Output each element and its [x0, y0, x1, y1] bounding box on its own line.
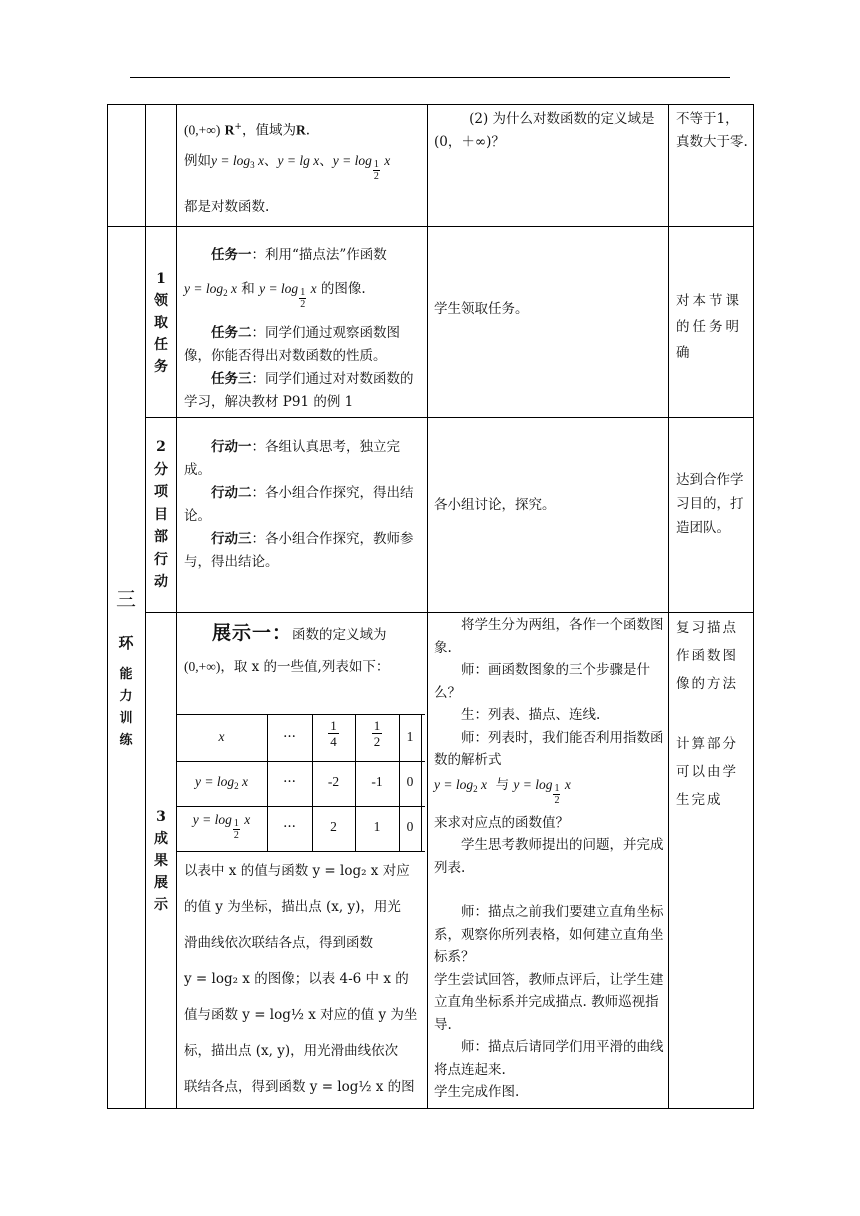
step1-tasks: 任务一：利用“描点法”作函数 $y = \log_2 x$ 和 y = log $\frac{1}{2}$ x 的图像. 任务二：同学们通过观察函数图像，你能否得出对数函数的性质。 任务三：同学们通过对对数函数的学习，解决教材 P91 的例 1 — [184, 247, 414, 410]
step2-activity: 各小组讨论，探究。 — [434, 497, 556, 513]
step3-label: 3成果展示 — [154, 809, 168, 913]
col-divider — [176, 104, 177, 1109]
col-divider — [427, 104, 428, 1109]
table-border-right — [753, 104, 754, 1109]
table-cell: 0 — [406, 774, 414, 789]
table-cell: 1 — [373, 819, 381, 834]
note-text: 不等于1，真数大于零. — [676, 111, 748, 150]
table-border-bottom — [107, 1108, 753, 1109]
table-border-left — [107, 104, 108, 1109]
table-header-half: $\frac{1}{2}$ — [373, 718, 381, 749]
step2-actions: 行动一：各组认真思考，独立完成。 行动二：各小组合作探究，得出结论。 行动三：各小组合作探究，教师参与，得出结论。 — [184, 439, 414, 570]
table-cell: -1 — [371, 774, 383, 789]
after-table-text: 以表中 x 的值与函数 y = log₂ x 对应 的值 y 为坐标，描出点 (x, y)，用光 滑曲线依次联结各点，得到函数 y = log₂ x 的图像；以表 4-6 中 x 的 值与函数 y = log½ x 对应的值 y 为坐 标，描出点 (x, y)，用光滑曲线依次 联结各点，得到函数 y = log½ x 的图 — [184, 863, 418, 1095]
fraction-half: $\frac{1}{2}$ — [373, 158, 379, 182]
step3-purpose-1: 复习描点作函数图像的方法 — [676, 620, 738, 692]
step2-purpose: 达到合作学习目的，打造团队。 — [676, 472, 744, 536]
table-cell: ··· — [283, 774, 296, 790]
row-divider — [107, 226, 753, 227]
section-title: 环 — [118, 634, 134, 652]
col-divider — [145, 104, 146, 1109]
step1-label: 1领取任务 — [154, 271, 168, 375]
section-subtitle: 能力训练 — [119, 667, 133, 748]
header-rule — [130, 77, 730, 78]
table-cell: ··· — [283, 819, 296, 835]
table-cell: 2 — [330, 819, 337, 834]
table-header-ellipsis: ··· — [283, 729, 296, 745]
definition-content: (0,+∞) R+，值域为R. 例如$y = \log_3 x$、y = lg x、y = log $\frac{1}{2}$ x 都是对数函数. — [184, 122, 391, 215]
step1-activity: 学生领取任务。 — [434, 301, 529, 317]
show-header: 展示一：函数的定义域为 (0,+∞)，取 x 的一些值,列表如下： — [184, 622, 390, 675]
table-border-top — [107, 104, 753, 105]
step3-purpose-2: 计算部分可以由学生完成 — [676, 736, 738, 808]
table-cell: 0 — [406, 819, 414, 834]
table-header-x: x — [218, 729, 225, 744]
table-cell: -2 — [327, 774, 340, 789]
question-text: (2) 为什么对数函数的定义域是(0，＋∞)？ — [434, 111, 655, 150]
section-number: 三 — [116, 587, 136, 611]
row-divider — [145, 417, 753, 418]
table-row2-label: y = log $\frac{1}{2}$ x — [192, 812, 251, 841]
table-header-quarter: $\frac{1}{4}$ — [330, 718, 337, 749]
col-divider — [668, 104, 669, 1109]
step3-activity: 将学生分为两组，各作一个函数图象. 师：画函数图象的三个步骤是什么？ 生：列表、描点、连线. 师：列表时，我们能否利用指数函数的解析式 $y = \log_2 x$ 与 y = log $\frac{1}{2}$ x 来求对应点的函数值？ 学生思考教师提出的问题，并完成列表. 师：描点之前我们要建立直角坐标系，观察你所列表格，如何建立直角坐标系？ 学生尝试回答，教师点评后，让学生建立直角坐标系并完成描点. 教师巡视指导. 师：描点后请同学们用平滑的曲线将点连起来. 学生完成作图. — [434, 617, 664, 1100]
fraction-half: $\frac{1}{2}$ — [300, 287, 306, 310]
table-header-one: 1 — [406, 729, 414, 744]
step1-purpose: 对本节课的任务明确 — [676, 293, 742, 361]
step2-label: 2分项目部行动 — [154, 439, 168, 590]
row-divider — [145, 612, 753, 613]
table-row1-label: $y = \log_2 x$ — [195, 774, 248, 791]
